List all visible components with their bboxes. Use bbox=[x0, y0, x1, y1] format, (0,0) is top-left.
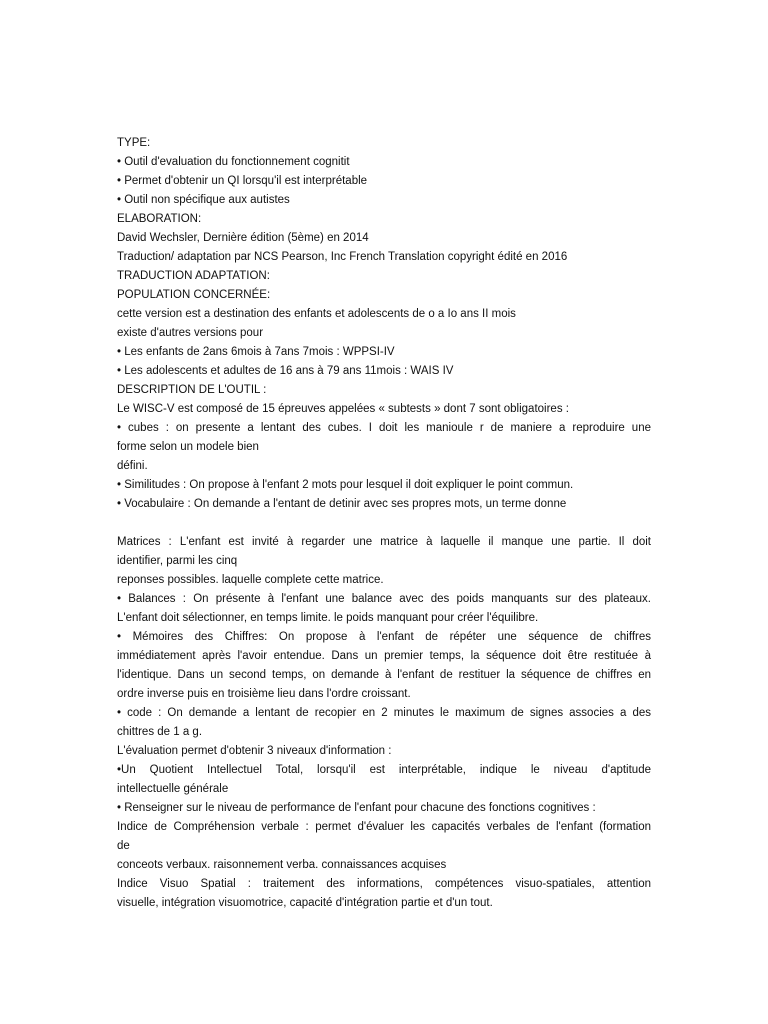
bullet-line: • Similitudes : On propose à l'enfant 2 mots pour lesquel il doit expliquer le point commun. bbox=[117, 479, 574, 491]
text-line: conceots verbaux. raisonnement verba. connaissances acquises bbox=[117, 859, 447, 871]
bullet-line: • Outil d'evaluation du fonctionnement cognitit bbox=[117, 156, 350, 168]
text-line: de bbox=[117, 840, 130, 852]
bullet-line: • code : On demande a lentant de recopier en 2 minutes le maximum de signes associes a des bbox=[117, 707, 651, 719]
text-line: l'identique. Dans un second temps, on demande à l'enfant de restituer la séquence de chiffres en bbox=[117, 669, 651, 681]
text-line: Indice de Compréhension verbale : permet d'évaluer les capacités verbales de l'enfant (formation bbox=[117, 821, 651, 833]
bullet-line: • Permet d'obtenir un QI lorsqu'il est interprétable bbox=[117, 175, 368, 187]
text-line: Matrices : L'enfant est invité à regarder une matrice à laquelle il manque une partie. Il doit bbox=[117, 536, 651, 548]
text-line: visuelle, intégration visuomotrice, capacité d'intégration partie et d'un tout. bbox=[117, 897, 493, 909]
bullet-line: • Mémoires des Chiffres: On propose à l'enfant de répéter une séquence de chiffres bbox=[117, 631, 651, 643]
text-line: forme selon un modele bien bbox=[117, 441, 259, 453]
bullet-line: • Renseigner sur le niveau de performance de l'enfant pour chacune des fonctions cognitives : bbox=[117, 802, 596, 814]
bullet-line: • Les adolescents et adultes de 16 ans à 79 ans 11mois : WAIS IV bbox=[117, 365, 454, 377]
heading-traduction: TRADUCTION ADAPTATION: bbox=[117, 270, 270, 282]
text-line: L'enfant doit sélectionner, en temps limite. le poids manquant pour créer l'équilibre. bbox=[117, 612, 539, 624]
text-line: intellectuelle générale bbox=[117, 783, 229, 795]
text-line: défini. bbox=[117, 460, 148, 472]
text-line: L'évaluation permet d'obtenir 3 niveaux d'information : bbox=[117, 745, 392, 757]
bullet-line: • Outil non spécifique aux autistes bbox=[117, 194, 290, 206]
heading-description: DESCRIPTION DE L'OUTIL : bbox=[117, 384, 267, 396]
blank-line bbox=[117, 514, 651, 533]
text-line: Indice Visuo Spatial : traitement des informations, compétences visuo-spatiales, attention bbox=[117, 878, 651, 890]
bullet-line: •Un Quotient Intellectuel Total, lorsqu'il est interprétable, indique le niveau d'aptitude bbox=[117, 764, 651, 776]
text-line: David Wechsler, Dernière édition (5ème) en 2014 bbox=[117, 232, 369, 244]
text-line: chittres de 1 a g. bbox=[117, 726, 203, 738]
bullet-line: • Vocabulaire : On demande a l'entant de detinir avec ses propres mots, un terme donne bbox=[117, 498, 567, 510]
text-line: Traduction/ adaptation par NCS Pearson, Inc French Translation copyright édité en 2016 bbox=[117, 251, 568, 263]
text-line: ordre inverse puis en troisième lieu dans l'ordre croissant. bbox=[117, 688, 411, 700]
bullet-line: • Balances : On présente à l'enfant une balance avec des poids manquants sur des plateaux. bbox=[117, 593, 651, 605]
bullet-line: • cubes : on presente a lentant des cubes. I doit les manioule r de maniere a reproduire une bbox=[117, 422, 651, 434]
text-line: reponses possibles. laquelle complete cette matrice. bbox=[117, 574, 384, 586]
text-line: identifier, parmi les cinq bbox=[117, 555, 238, 567]
text-line: immédiatement après l'avoir entendue. Dans un premier temps, la séquence doit être restituée à bbox=[117, 650, 651, 662]
heading-type: TYPE: bbox=[117, 137, 151, 149]
text-line: existe d'autres versions pour bbox=[117, 327, 264, 339]
heading-elaboration: ELABORATION: bbox=[117, 213, 202, 225]
text-line: cette version est a destination des enfants et adolescents de o a Io ans II mois bbox=[117, 308, 516, 320]
text-line: Le WISC-V est composé de 15 épreuves appelées « subtests » dont 7 sont obligatoires : bbox=[117, 403, 569, 415]
bullet-line: • Les enfants de 2ans 6mois à 7ans 7mois : WPPSI-IV bbox=[117, 346, 395, 358]
heading-population: POPULATION CONCERNÉE: bbox=[117, 289, 271, 301]
